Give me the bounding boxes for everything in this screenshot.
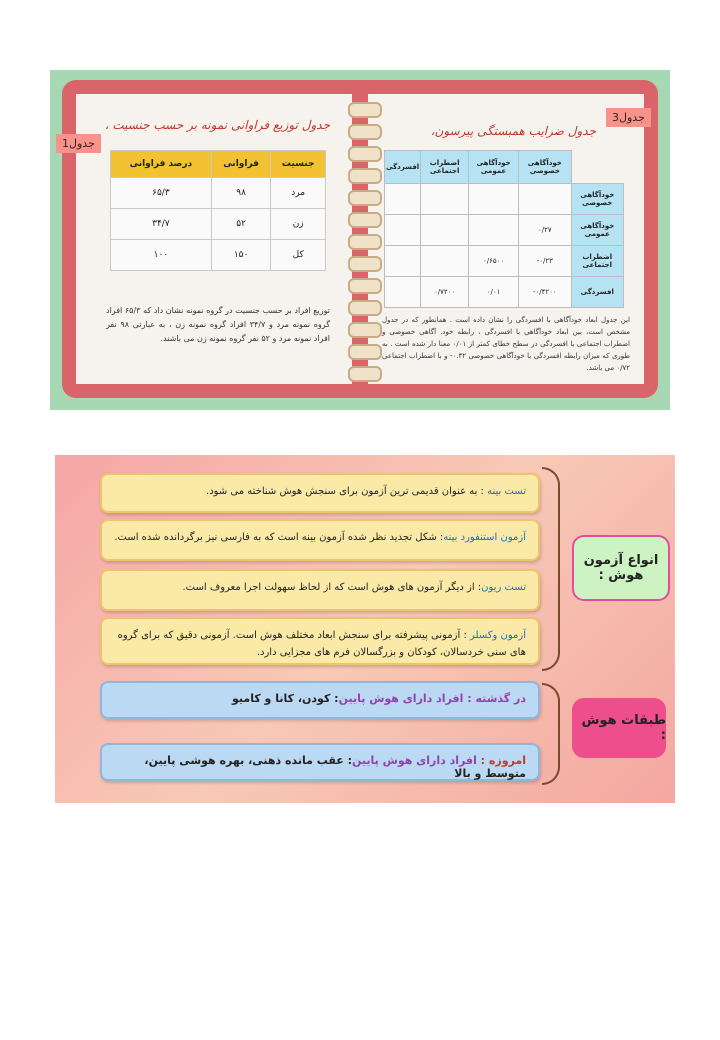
- cell: [385, 246, 421, 277]
- ring: [348, 168, 382, 184]
- right-page: [368, 94, 644, 384]
- row-header: خودآگاهی عمومی: [571, 215, 623, 246]
- test-stanford-binet-box: [100, 519, 540, 561]
- ring: [348, 344, 382, 360]
- cell: کل: [271, 240, 326, 271]
- ring: [348, 102, 382, 118]
- classes-brace: [542, 683, 560, 785]
- left-page-paragraph: توزیع افراد بر حسب جنسیت در گروه نمونه نشان داد که ۶۵/۳ افراد گروه نمونه مرد و ۳۴/۷ افراد گروه نمونه زن ، به عبارتی ۹۸ نفر افراد نمونه مرد و ۵۲ نفر گروه نمونه زن می باشند.: [106, 306, 331, 343]
- class-past-box: [100, 681, 540, 719]
- table-row: [385, 277, 624, 308]
- cell: [469, 215, 519, 246]
- cell: ۱۰۰: [111, 240, 212, 271]
- cell: مرد: [271, 178, 326, 209]
- header-social-anxiety: اضطراب اجتماعی: [421, 151, 469, 184]
- table-row: [385, 184, 624, 215]
- right-page-title: جدول ضرایب همبستگی پیرسون،: [430, 124, 596, 138]
- tests-label: انواع آزمون هوش :: [572, 535, 670, 601]
- header-empty: [571, 151, 623, 184]
- ring: [348, 366, 382, 382]
- cell: [421, 215, 469, 246]
- class-mid: افراد دارای هوش پایین: [352, 754, 477, 767]
- test-raven-box: [100, 569, 540, 611]
- table-row: [385, 246, 624, 277]
- cell: [385, 215, 421, 246]
- cell: ۹۸: [211, 178, 271, 209]
- left-page: [76, 94, 352, 384]
- cell: [421, 246, 469, 277]
- table-row: [111, 178, 326, 209]
- cell: -۰/۲۳: [519, 246, 571, 277]
- test-description: : آزمونی پیشرفته برای سنجش ابعاد مختلف هوش است. آزمونی دقیق که برای گروه های سنی خردسالان، کودکان و بزرگسالان فرم های مجزایی دارد.: [117, 630, 526, 658]
- test-name: تست ریون: [481, 582, 526, 593]
- intelligence-slide: [55, 455, 675, 803]
- ring: [348, 124, 382, 140]
- ring: [348, 212, 382, 228]
- test-name: آزمون وکسلر: [470, 630, 526, 641]
- tests-brace: [542, 467, 560, 671]
- ring: [348, 234, 382, 250]
- cell: ۵۲: [211, 209, 271, 240]
- header-depression: افسردگی: [385, 151, 421, 184]
- table-row: [111, 209, 326, 240]
- cell: [385, 184, 421, 215]
- header-gender: جنسیت: [271, 151, 326, 178]
- cell: ۱۵۰: [211, 240, 271, 271]
- ring: [348, 300, 382, 316]
- class-description: : کودن، کانا و کامیو: [232, 692, 339, 705]
- cell: ۰/۶۵۰۰: [469, 246, 519, 277]
- row-header: افسردگی: [571, 277, 623, 308]
- class-key: در گذشته :: [463, 692, 526, 705]
- cell: ۰/۷۲۰۰: [421, 277, 469, 308]
- cell: ۰/۲۷: [519, 215, 571, 246]
- cell: [519, 184, 571, 215]
- test-binet-box: [100, 473, 540, 513]
- row-header: خودآگاهی خصوصی: [571, 184, 623, 215]
- gender-frequency-table: [110, 150, 326, 271]
- ring: [348, 146, 382, 162]
- test-name: تست بینه: [487, 486, 526, 497]
- ring: [348, 190, 382, 206]
- cell: [421, 184, 469, 215]
- ring: [348, 256, 382, 272]
- test-wechsler-box: [100, 617, 540, 665]
- ring: [348, 322, 382, 338]
- cell: ۳۴/۷: [111, 209, 212, 240]
- test-description: : به عنوان قدیمی ترین آزمون برای سنجش هوش شناخته می شود.: [206, 486, 488, 497]
- class-key: امروزه :: [476, 754, 526, 767]
- notebook-slide: [50, 70, 670, 410]
- header-percent: درصد فراوانی: [111, 151, 212, 178]
- cell: [469, 184, 519, 215]
- row-header: اضطراب اجتماعی: [571, 246, 623, 277]
- table3-tag: جدول3: [606, 108, 651, 127]
- cell: ۶۵/۳: [111, 178, 212, 209]
- class-today-box: [100, 743, 540, 781]
- ring: [348, 278, 382, 294]
- right-page-paragraph: این جدول ابعاد خودآگاهی با افسردگی را نشان داده است . همانطور که در جدول مشخص است، بین ابعاد خودآگاهی با افسردگی ، رابطه خود. آگاهی خصوصی و اضطراب اجتماعی با افسردگی در سطح خطای کمتر از ۰/۰۱ معنا دار شده است . به طوری که میزان رابطه افسردگی با خودآگاهی خصوصی ۰.۴۲- و با اضطراب اجتماعی ۰/۷۲ می باشد.: [382, 316, 630, 372]
- cell: [385, 277, 421, 308]
- pearson-correlation-table: [384, 150, 624, 308]
- table-row: [111, 240, 326, 271]
- test-name: آزمون استنفورد بینه: [443, 532, 526, 543]
- class-mid: افراد دارای هوش پایین: [338, 692, 464, 705]
- table-row: [385, 215, 624, 246]
- table1-tag: جدول1: [56, 134, 101, 153]
- left-page-title: جدول توزیع فراوانی نمونه بر حسب جنسیت ،: [104, 118, 330, 132]
- header-frequency: فراوانی: [211, 151, 271, 178]
- classes-label: طبقات هوش :: [572, 698, 666, 758]
- test-description: : شکل تجدید نظر شده آزمون بینه است که به فارسی نیز برگردانده شده است.: [114, 532, 444, 543]
- class-description: : عقب مانده ذهنی، بهره هوشی پایین، متوسط و بالا: [144, 754, 526, 780]
- header-private-self: خودآگاهی خصوصی: [519, 151, 571, 184]
- cell: ۰/۰۱: [469, 277, 519, 308]
- test-description: : از دیگر آزمون های هوش است که از لحاظ سهولت اجرا معروف است.: [182, 582, 482, 593]
- notebook: [62, 80, 658, 398]
- header-public-self: خودآگاهی عمومی: [469, 151, 519, 184]
- cell: زن: [271, 209, 326, 240]
- cell: -۰/۴۲۰۰: [519, 277, 571, 308]
